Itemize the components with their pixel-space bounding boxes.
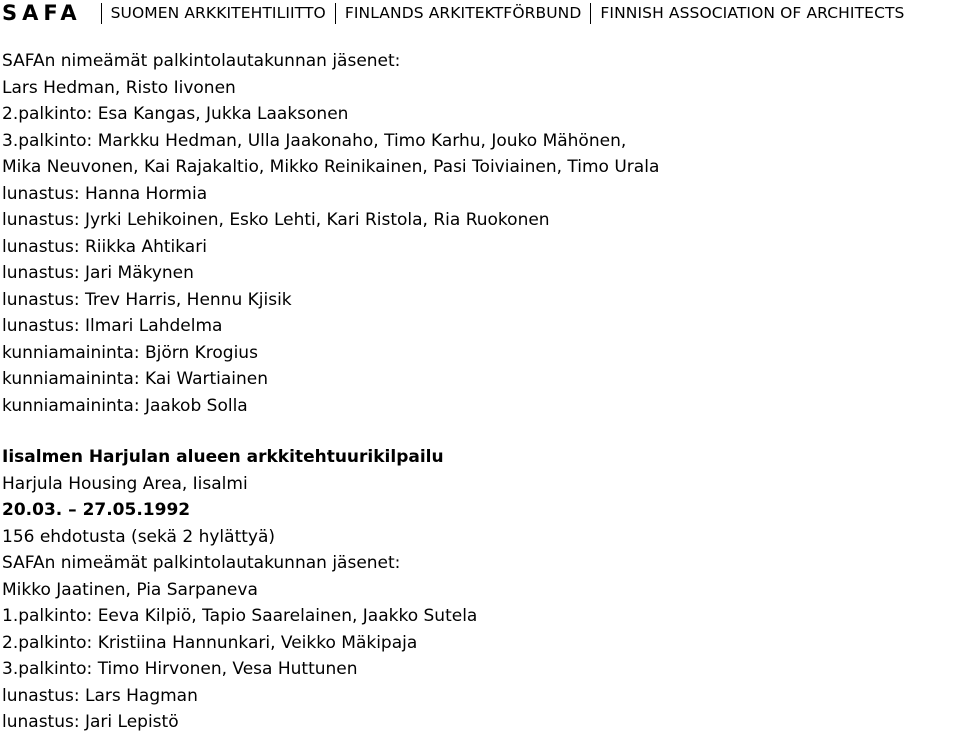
section-spacer — [2, 419, 952, 444]
purchase-line: lunastus: Lars Hagman — [2, 685, 198, 706]
honorable-mention: kunniamaininta: Jaakob Solla — [2, 395, 248, 416]
competition-dates: 20.03. – 27.05.1992 — [2, 500, 191, 520]
third-prize: 3.palkinto: Markku Hedman, Ulla Jaakonaho, Timo Karhu, Jouko Mähönen, — [2, 130, 627, 151]
page-header — [0, 0, 960, 26]
purchase-line: lunastus: Riikka Ahtikari — [2, 236, 207, 257]
honorable-mention: kunniamaininta: Björn Krogius — [2, 342, 258, 363]
org-name-finnish: SUOMEN ARKKITEHTILIITTO — [110, 4, 326, 22]
second-prize: 2.palkinto: Esa Kangas, Jukka Laaksonen — [2, 104, 349, 124]
honorable-mention: kunniamaininta: Kai Wartiainen — [2, 369, 269, 389]
header-divider — [335, 3, 336, 24]
second-prize: 2.palkinto: Kristiina Hannunkari, Veikko Mäkipaja — [2, 632, 418, 653]
third-prize-continued: Mika Neuvonen, Kai Rajakaltio, Mikko Reinikainen, Pasi Toiviainen, Timo Urala — [2, 157, 660, 177]
competition-title: Iisalmen Harjulan alueen arkkitehtuurikilpailu — [2, 447, 444, 467]
first-prize: 1.palkinto: Eeva Kilpiö, Tapio Saarelainen, Jaakko Sutela — [2, 606, 478, 626]
purchase-line: lunastus: Ilmari Lahdelma — [2, 316, 223, 336]
harjula-competition-section — [2, 444, 952, 736]
jury-label: SAFAn nimeämät palkintolautakunnan jäsenet: — [2, 51, 401, 71]
competition-subtitle: Harjula Housing Area, Iisalmi — [2, 473, 248, 494]
jury-members: Mikko Jaatinen, Pia Sarpaneva — [2, 579, 258, 600]
competition-results-section — [2, 48, 952, 419]
entries-count: 156 ehdotusta (sekä 2 hylättyä) — [2, 526, 276, 547]
document-body — [2, 48, 952, 736]
purchase-line: lunastus: Jyrki Lehikoinen, Esko Lehti, Kari Ristola, Ria Ruokonen — [2, 210, 550, 230]
header-divider — [590, 3, 591, 24]
purchase-line: lunastus: Jari Lepistö — [2, 712, 179, 732]
jury-label: SAFAn nimeämät palkintolautakunnan jäsenet: — [2, 553, 401, 573]
org-name-english: FINNISH ASSOCIATION OF ARCHITECTS — [600, 4, 905, 22]
jury-members: Lars Hedman, Risto Iivonen — [2, 77, 236, 98]
header-divider — [101, 3, 102, 24]
purchase-line: lunastus: Hanna Hormia — [2, 183, 208, 204]
safa-logo: SAFA — [2, 1, 82, 25]
third-prize: 3.palkinto: Timo Hirvonen, Vesa Huttunen — [2, 659, 358, 679]
purchase-line: lunastus: Trev Harris, Hennu Kjisik — [2, 289, 292, 310]
purchase-line: lunastus: Jari Mäkynen — [2, 263, 194, 283]
org-name-swedish: FINLANDS ARKITEKTFÖRBUND — [344, 4, 582, 22]
